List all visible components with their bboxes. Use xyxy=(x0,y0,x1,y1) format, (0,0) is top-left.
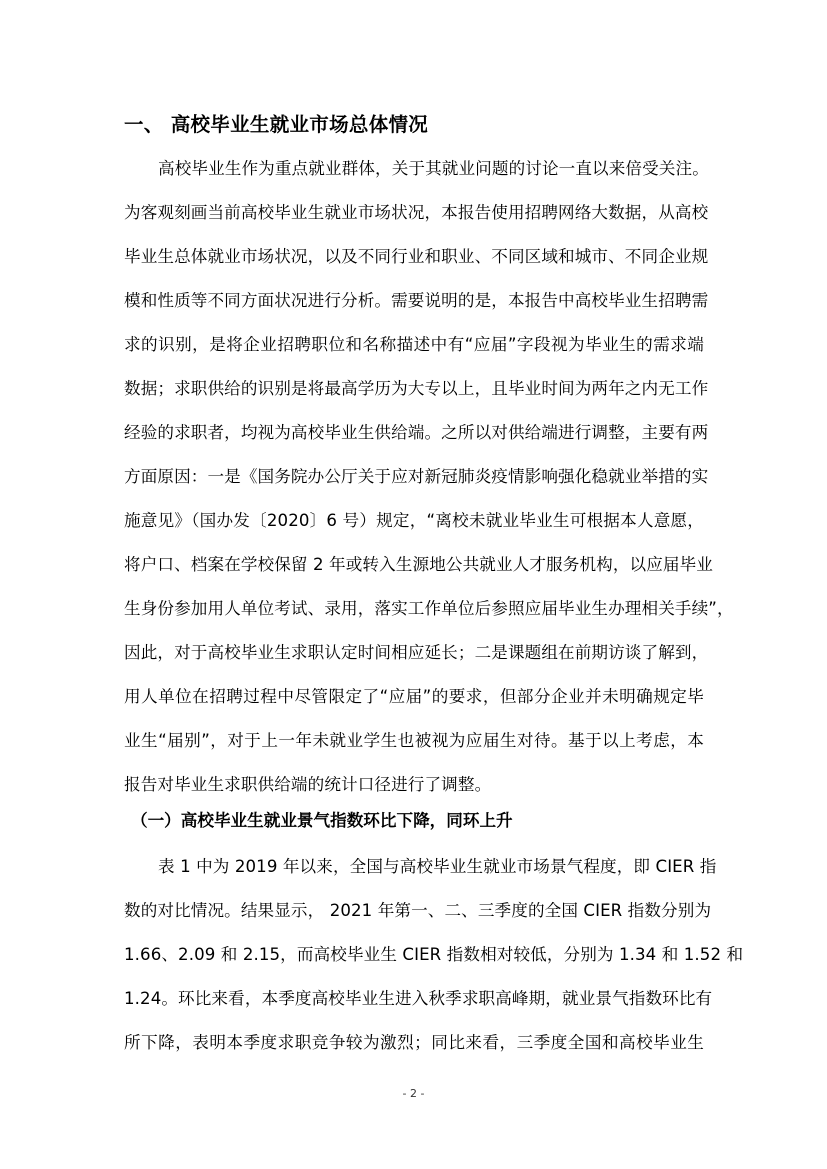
paragraph-line: 生身份参加用人单位考试、录用，落实工作单位后参照应届毕业生办理相关手续”， xyxy=(124,599,734,618)
paragraph-line: 业生“届别”，对于上一年未就业学生也被视为应届生对待。基于以上考虑，本 xyxy=(124,731,704,750)
paragraph-line: 求的识别，是将企业招聘职位和名称描述中有“应届”字段视为毕业生的需求端 xyxy=(124,335,704,354)
page-number: - 2 - xyxy=(402,1087,425,1100)
paragraph-line: 模和性质等不同方面状况进行分析。需要说明的是，本报告中高校毕业生招聘需 xyxy=(124,291,709,310)
paragraph-line: 数据；求职供给的识别是将最高学历为大专以上，且毕业时间为两年之内无工作 xyxy=(124,379,709,398)
paragraph-line: 用人单位在招聘过程中尽管限定了“应届”的要求，但部分企业并未明确规定毕 xyxy=(124,687,704,706)
paragraph-line: 表 1 中为 2019 年以来，全国与高校毕业生就业市场景气程度，即 CIER 指 xyxy=(158,857,717,876)
paragraph-line: 毕业生总体就业市场状况，以及不同行业和职业、不同区域和城市、不同企业规 xyxy=(124,247,709,266)
section-heading: 一、 高校毕业生就业市场总体情况 xyxy=(124,113,429,136)
paragraph-line: 为客观刻画当前高校毕业生就业市场状况，本报告使用招聘网络大数据，从高校 xyxy=(124,203,709,222)
paragraph-line: 所下降，表明本季度求职竞争较为激烈；同比来看，三季度全国和高校毕业生 xyxy=(124,1033,704,1052)
paragraph-line: 报告对毕业生求职供给端的统计口径进行了调整。 xyxy=(124,775,492,794)
paragraph-line: 将户口、档案在学校保留 2 年或转入生源地公共就业人才服务机构，以应届毕业 xyxy=(124,555,713,574)
subsection-heading: （一）高校毕业生就业景气指数环比下降，同环上升 xyxy=(131,811,513,830)
paragraph-line: 因此，对于高校毕业生求职认定时间相应延长；二是课题组在前期访谈了解到， xyxy=(124,643,709,662)
paragraph-line: 1.66、2.09 和 2.15，而高校毕业生 CIER 指数相对较低，分别为 1.34 和 1.52 和 xyxy=(124,945,744,964)
paragraph-line: 1.24。环比来看，本季度高校毕业生进入秋季求职高峰期，就业景气指数环比有 xyxy=(124,989,713,1008)
paragraph-line: 施意见》（国办发〔2020〕6 号）规定，“离校未就业毕业生可根据本人意愿， xyxy=(124,511,704,530)
paragraph-line: 高校毕业生作为重点就业群体，关于其就业问题的讨论一直以来倍受关注。 xyxy=(158,159,709,178)
paragraph-line: 方面原因：一是《国务院办公厅关于应对新冠肺炎疫情影响强化稳就业举措的实 xyxy=(124,467,709,486)
paragraph-line: 经验的求职者，均视为高校毕业生供给端。之所以对供给端进行调整，主要有两 xyxy=(124,423,709,442)
paragraph-line: 数的对比情况。结果显示， 2021 年第一、二、三季度的全国 CIER 指数分别为 xyxy=(124,901,712,920)
